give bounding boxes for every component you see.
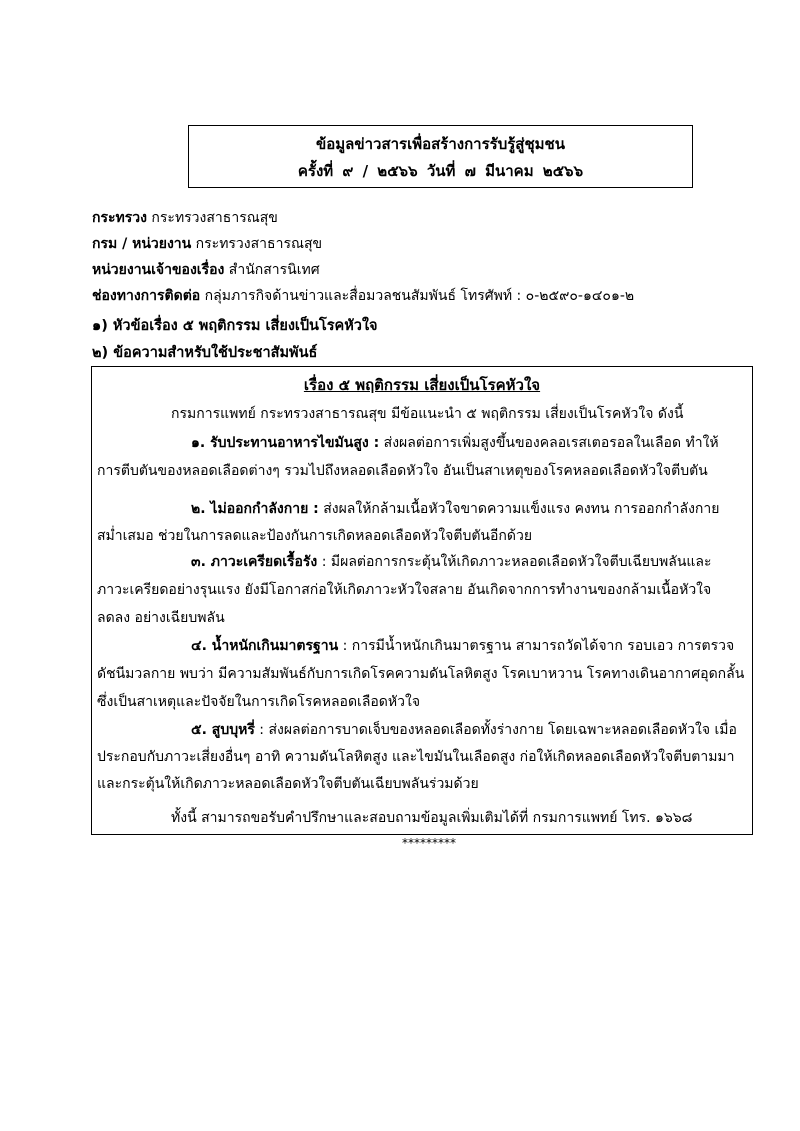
item-3-heading: ๓. ภาวะเครียดเรื้อรัง bbox=[191, 554, 318, 570]
section-topic-heading: ๑) หัวข้อเรื่อง ๕ พฤติกรรม เสี่ยงเป็นโรคหัวใจ bbox=[92, 318, 378, 334]
item-3-line-2: ภาวะเครียดอย่างรุนแรง ยังมีโอกาสก่อให้เกิดภาวะหัวใจสลาย อันเกิดจากการทำงานของกล้ามเนื้อหัวใจ bbox=[97, 582, 712, 598]
item-2-line-2: สม่ำเสมอ ช่วยในการลดและป้องกันการเกิดหลอดเลือดหัวใจตีบตันอีกด้วย bbox=[97, 528, 533, 544]
item-4-line-3: ซึ่งเป็นสาเหตุและปัจจัยในการเกิดโรคหลอดเลือดหัวใจ bbox=[97, 694, 421, 710]
meta-ministry bbox=[92, 207, 278, 229]
meta-department-value: กระทรวงสาธารณสุข bbox=[195, 236, 323, 252]
item-4-heading: ๔. น้ำหนักเกินมาตรฐาน bbox=[191, 638, 339, 654]
item-5-heading: ๕. สูบบุหรี่ bbox=[191, 722, 255, 738]
item-5-line-2: ประกอบกับภาวะเสี่ยงอื่นๆ อาทิ ความดันโลหิตสูง และไขมันในเลือดสูง ก่อให้เกิดหลอดเลือดหัวใจตีบตามมา bbox=[97, 749, 735, 765]
item-4-line-1: ๔. น้ำหนักเกินมาตรฐาน : การมีน้ำหนักเกินมาตรฐาน สามารถวัดได้จาก รอบเอว การตรวจ bbox=[191, 638, 735, 654]
meta-contact-label: ช่องทางการติดต่อ bbox=[92, 288, 201, 304]
item-2-heading: ๒. ไม่ออกกำลังกาย : bbox=[191, 501, 319, 517]
end-marker: ********* bbox=[402, 836, 456, 850]
meta-owner-label: หน่วยงานเจ้าของเรื่อง bbox=[92, 262, 225, 278]
meta-owner bbox=[92, 259, 320, 281]
meta-contact-value: กลุ่มภารกิจด้านข่าวและสื่อมวลชนสัมพันธ์ โทรศัพท์ : ๐-๒๕๙๐-๑๔๐๑-๒ bbox=[204, 288, 635, 304]
item-1-line-2: การตีบตันของหลอดเลือดต่างๆ รวมไปถึงหลอดเลือดหัวใจ อันเป็นสาเหตุของโรคหลอดเลือดหัวใจตีบตัน bbox=[97, 463, 708, 479]
content-closing: ทั้งนี้ สามารถขอรับคำปรึกษาและสอบถามข้อมูลเพิ่มเติมได้ที่ กรมการแพทย์ โทร. ๑๖๖๘ bbox=[171, 810, 693, 826]
meta-department-label: กรม / หน่วยงาน bbox=[92, 236, 192, 252]
item-3-line-3: ลดลง อย่างเฉียบพลัน bbox=[97, 610, 225, 626]
meta-contact bbox=[92, 285, 634, 307]
content-intro: กรมการแพทย์ กระทรวงสาธารณสุข มีข้อแนะนำ ๕ พฤติกรรม เสี่ยงเป็นโรคหัวใจ ดังนี้ bbox=[171, 406, 684, 422]
item-4-line-2: ดัชนีมวลกาย พบว่า มีความสัมพันธ์กับการเกิดโรคความดันโลหิตสูง โรคเบาหวาน โรคทางเดินอากาศอุดกลั้น bbox=[97, 666, 745, 682]
item-2-line-1: ๒. ไม่ออกกำลังกาย : ส่งผลให้กล้ามเนื้อหัวใจขาดความแข็งแรง คงทน การออกกำลังกาย bbox=[191, 501, 720, 517]
header-box bbox=[188, 125, 693, 188]
content-title: เรื่อง ๕ พฤติกรรม เสี่ยงเป็นโรคหัวใจ bbox=[303, 376, 541, 394]
header-title: ข้อมูลข่าวสารเพื่อสร้างการรับรู้สู่ชุมชน bbox=[316, 135, 565, 153]
item-1-line-1: ๑. รับประทานอาหารไขมันสูง : ส่งผลต่อการเพิ่มสูงขึ้นของคลอเรสเตอรอลในเลือด ทำให้ bbox=[191, 435, 719, 451]
section-message-heading: ๒) ข้อความสำหรับใช้ประชาสัมพันธ์ bbox=[92, 345, 318, 361]
message-content-box bbox=[91, 366, 753, 835]
header-issue-date: ครั้งที่ ๙ / ๒๕๖๖ วันที่ ๗ มีนาคม ๒๕๖๖ bbox=[297, 162, 584, 180]
item-1-heading: ๑. รับประทานอาหารไขมันสูง : bbox=[191, 435, 380, 451]
item-3-line-1: ๓. ภาวะเครียดเรื้อรัง : มีผลต่อการกระตุ้นให้เกิดภาวะหลอดเลือดหัวใจตีบเฉียบพลันและ bbox=[191, 554, 712, 570]
meta-ministry-label: กระทรวง bbox=[92, 210, 147, 226]
meta-owner-value: สำนักสารนิเทศ bbox=[228, 262, 320, 278]
item-5-line-3: และกระตุ้นให้เกิดภาวะหลอดเลือดหัวใจตีบตันเฉียบพลันร่วมด้วย bbox=[97, 776, 479, 792]
meta-department bbox=[92, 233, 322, 255]
item-5-line-1: ๕. สูบบุหรี่ : ส่งผลต่อการบาดเจ็บของหลอดเลือดทั้งร่างกาย โดยเฉพาะหลอดเลือดหัวใจ เมื่อ bbox=[191, 722, 737, 738]
meta-ministry-value: กระทรวงสาธารณสุข bbox=[151, 210, 278, 226]
